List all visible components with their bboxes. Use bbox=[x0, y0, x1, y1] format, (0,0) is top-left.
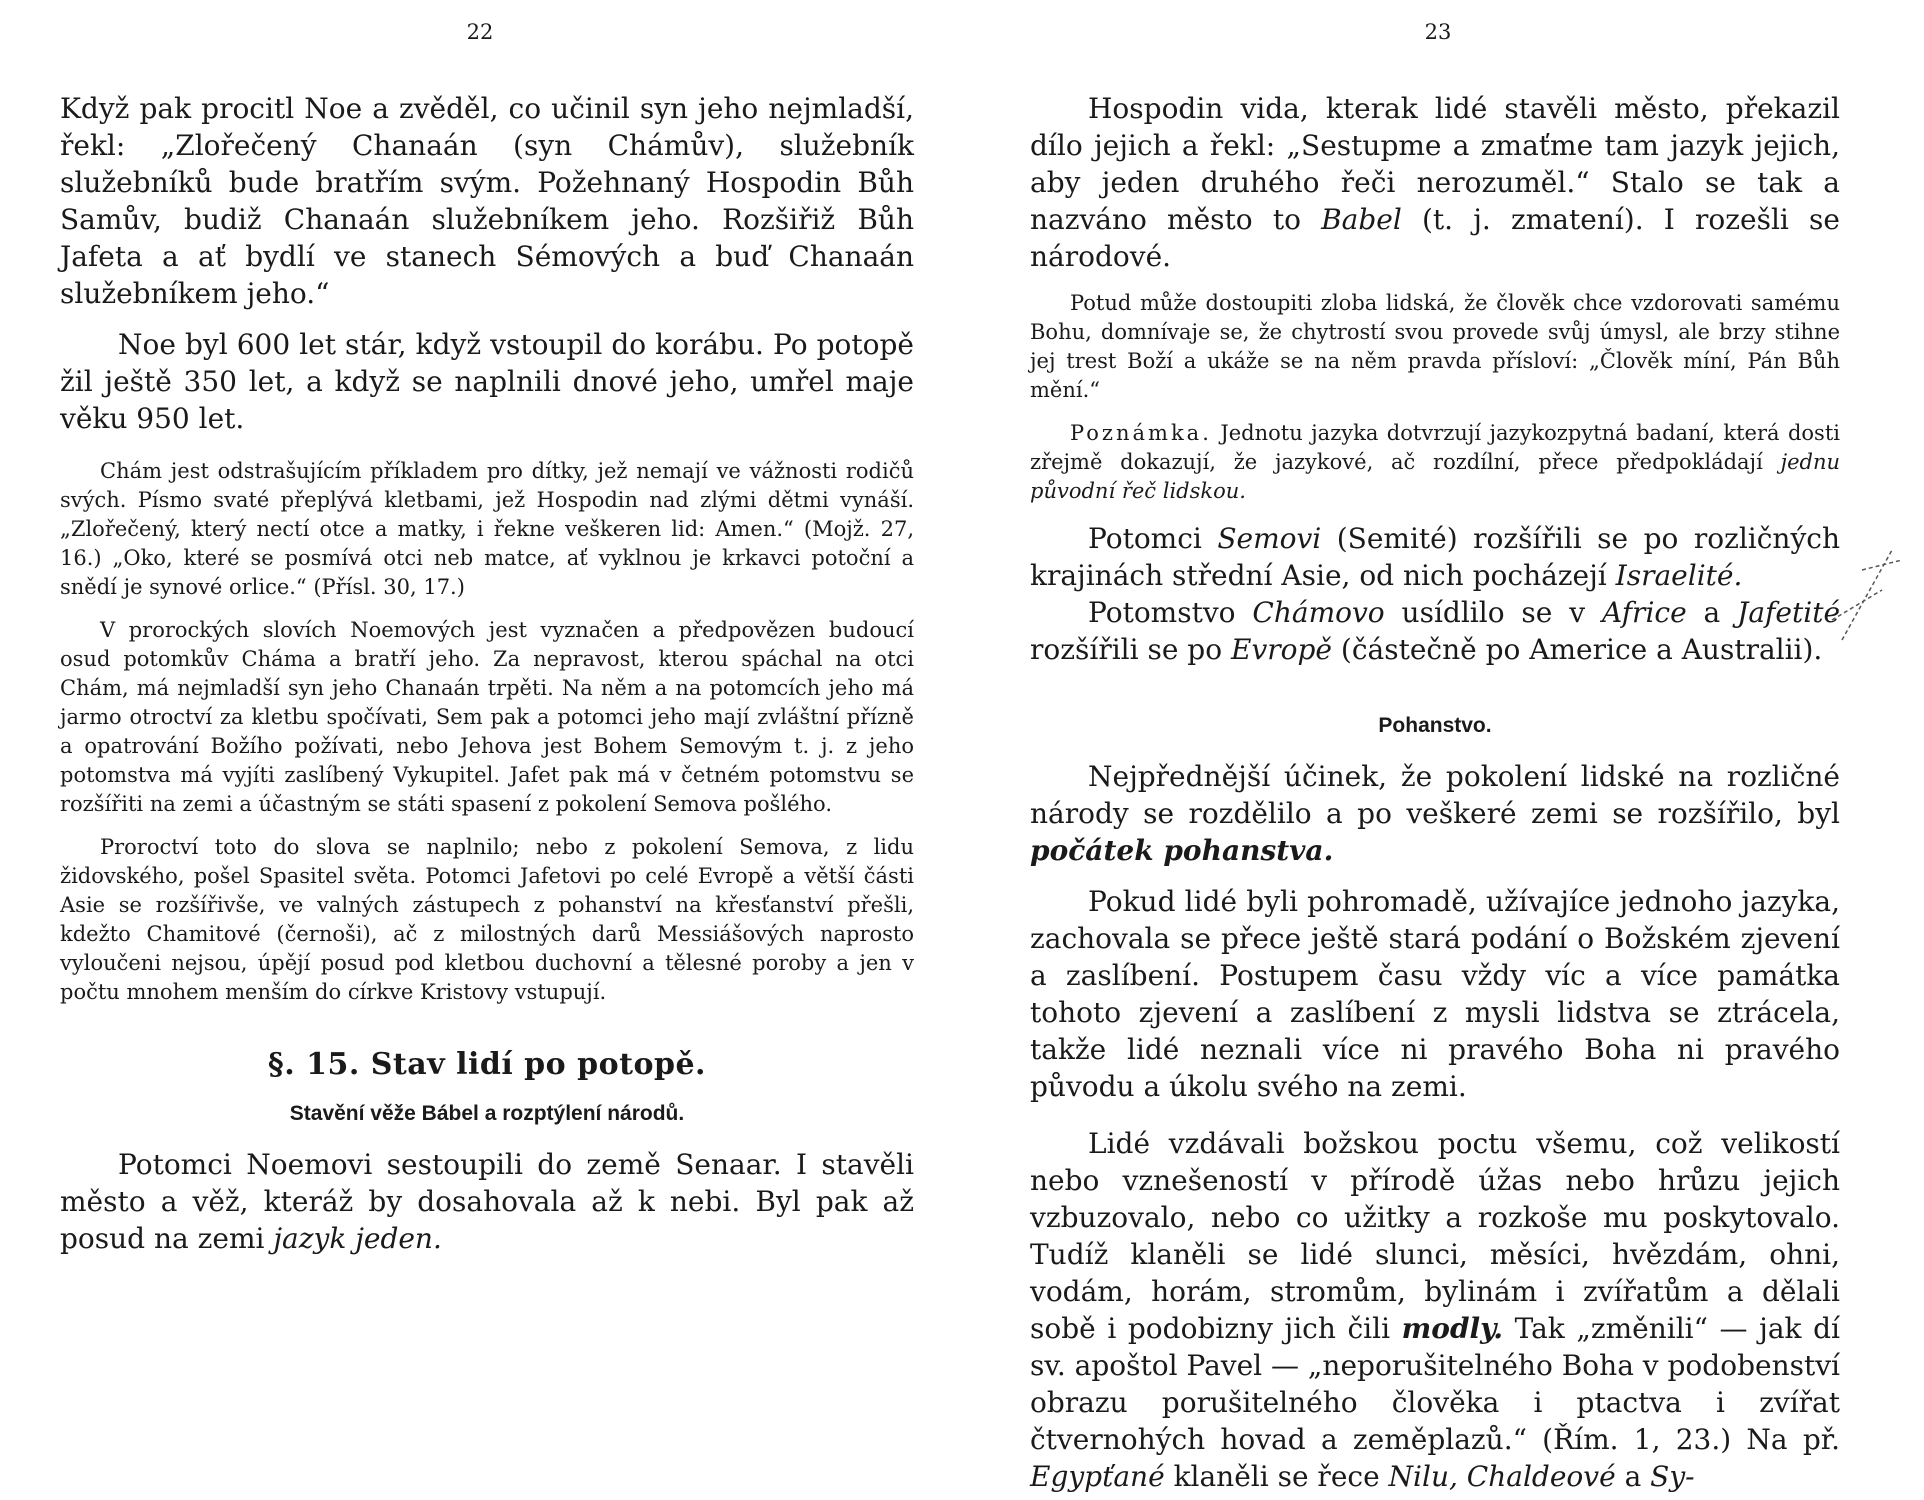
paragraph bbox=[1030, 758, 1840, 869]
paragraph: Pokud lidé byli pohromadě, užívajíce jednoho jazyka, zachovala se přece ještě stará podání o Božském zjevení a zaslíbení. Postupem času vždy víc a více památka tohoto zjevení a zaslíbení z mysli lidstva se ztrácela, takže lidé neznali více ni pravého Boha ni pravého původu a úkolu svého na zemi. bbox=[1030, 885, 1840, 1103]
italic-text: jednu původní řeč lidskou. bbox=[1030, 450, 1840, 503]
right-text-column bbox=[1030, 90, 1840, 1495]
section-title: Stav lidí po potopě. bbox=[370, 1047, 706, 1082]
subheading: Pohanstvo. bbox=[1378, 714, 1492, 737]
italic-text: Semovi bbox=[1217, 522, 1322, 555]
italic-text: jazyk jeden. bbox=[273, 1222, 442, 1255]
italic-text: Sy- bbox=[1650, 1460, 1695, 1493]
italic-text: Nilu, bbox=[1388, 1460, 1458, 1493]
text-run: (t. j. zmatení). I rozešli se národové. bbox=[1030, 203, 1840, 273]
small-paragraph: Proroctví toto do slova se naplnilo; nebo z pokolení Semova, z lidu židovského, pošel Spasitel světa. Potomci Jafetovi po celé Evropě a větší části Asie se rozšířivše, ve valných zástupech z pohanství na křesťanství přešli, kdežto Chamitové (černoši), ač z milostných darů Messiášových naprosto vyloučeni nejsou, úpějí posud pod kletbou duchovní a tělesné poroby a jen v počtu mnohem menším do církve Kristovy vstupují. bbox=[60, 835, 914, 1004]
paragraph bbox=[1030, 520, 1840, 594]
text-run: usídlilo se v bbox=[1401, 596, 1586, 629]
page-number: 23 bbox=[1424, 20, 1452, 44]
text-run: (částečně po Americe a Australii). bbox=[1340, 633, 1823, 666]
text-run: Potomci Noemovi sestoupili do země Senaar. I stavěli město a věž, kteráž by dosahovala až k nebi. Byl pak až posud na zemi bbox=[60, 1148, 914, 1255]
italic-text: Babel bbox=[1321, 203, 1402, 236]
paragraph bbox=[1030, 90, 1840, 275]
small-paragraph: Potud může dostoupiti zloba lidská, že člověk chce vzdorovati samému Bohu, domnívaje se, že chytrostí svou provede svůj úmysl, ale brzy stihne jej trest Boží a ukáže se na něm pravda přísloví: „Člověk míní, Pán Bůh mění.“ bbox=[1030, 291, 1840, 402]
text-run: a bbox=[1624, 1460, 1642, 1493]
small-paragraph bbox=[1030, 419, 1840, 506]
page-number: 22 bbox=[466, 20, 494, 44]
paragraph: Když pak procitl Noe a zvěděl, co učinil syn jeho nejmladší, řekl: „Zlořečený Chanaán (syn Chámův), služebník služebníků bude bratřím svým. Požehnaný Hospodin Bůh Samův, budiž Chanaán služebníkem jeho. Rozšiřiž Bůh Jafeta a ať bydlí ve stanech Sémových a buď Chanaán služebníkem jeho.“ bbox=[60, 92, 914, 310]
left-text-column bbox=[60, 90, 914, 1257]
text-run: Potomci bbox=[1088, 522, 1202, 555]
italic-text: Evropě bbox=[1231, 633, 1332, 666]
section-mark: §. 15. bbox=[268, 1047, 360, 1082]
text-run: rozšířili se po bbox=[1030, 633, 1223, 666]
italic-text: Israelité. bbox=[1615, 559, 1743, 592]
italic-text: Africe bbox=[1601, 596, 1687, 629]
paragraph bbox=[1030, 1125, 1840, 1495]
text-run: (Semité) rozšířili se po rozličných krajinách střední Asie, od nich pocházejí bbox=[1030, 522, 1840, 592]
text-run: Jednotu jazyka dotvrzují jazykozpytná badaní, která dosti zřejmě dokazují, že jazykové, ač rozdílní, přece předpokládají bbox=[1030, 421, 1840, 474]
italic-text: Egypťané bbox=[1030, 1460, 1165, 1493]
text-run: klaněli se řece bbox=[1173, 1460, 1380, 1493]
text-run: a bbox=[1703, 596, 1721, 629]
paragraph: Noe byl 600 let stár, když vstoupil do korábu. Po potopě žil ještě 350 let, a když se naplnili dnové jeho, umřel maje věku 950 let. bbox=[60, 328, 914, 435]
paragraph bbox=[60, 1146, 914, 1257]
subheading: Stavění věže Bábel a rozptýlení národů. bbox=[289, 1102, 685, 1125]
pencil-scribble-icon bbox=[1822, 530, 1912, 650]
text-run: Potomstvo bbox=[1088, 596, 1236, 629]
right-page bbox=[962, 0, 1924, 1500]
italic-text: Chaldeové bbox=[1466, 1460, 1616, 1493]
small-paragraph: Chám jest odstrašujícím příkladem pro dítky, jež nemají ve vážnosti rodičů svých. Písmo svaté přeplývá kletbami, jež Hospodin nad zlými dětmi vynáší. „Zlořečený, který nectí otce a matky, i řekne veškeren lid: Amen.“ (Mojž. 27, 16.) „Oko, které se posmívá otci neb matce, ať vyklnou je krkavci potoční a snědí je synové orlice.“ (Přísl. 30, 17.) bbox=[60, 459, 914, 599]
bold-italic-text: modly. bbox=[1401, 1312, 1503, 1345]
italic-text: Chámovo bbox=[1252, 596, 1385, 629]
italic-text: Jafetité bbox=[1737, 596, 1841, 629]
note-label: Poznámka. bbox=[1070, 421, 1212, 445]
small-paragraph: V prorockých slovích Noemových jest vyznačen a předpovězen budoucí osud potomkův Cháma a bratří jeho. Za nepravost, kterou spáchal na otci Chám, má nejmladší syn jeho Chanaán trpěti. Na něm a na potomcích jeho má jarmo otroctví za kletbu spočívati, Sem pak a potomci jeho mají zvláštní přízně a opatrování Božího požívati, nebo Jehova jest Bohem Semovým t. j. z jeho potomstva má vyjíti zaslíbený Vykupitel. Jafet pak má v četném potomstvu se rozšířiti na zemi a účastným se státi spasení z pokolení Semova pošlého. bbox=[60, 618, 914, 816]
text-run: Nejpřednější účinek, že pokolení lidské na rozličné národy se rozdělilo a po veškeré zemi se rozšířilo, byl bbox=[1030, 760, 1840, 830]
paragraph bbox=[1030, 594, 1840, 668]
bold-italic-text: počátek pohanstva. bbox=[1030, 834, 1334, 867]
text-run: Tak „změnili“ — jak dí sv. apoštol Pavel — „neporušitelného Boha v podobenství obrazu porušitelného člověka i ptactva i zvířat čtvernohých hovad a zeměplazů.“ (Řím. 1, 23.) Na př. bbox=[1030, 1312, 1840, 1456]
section-heading bbox=[60, 1047, 914, 1082]
text-run: Hospodin vida, kterak lidé stavěli město, překazil dílo jejich a řekl: „Sestupme a zmaťme tam jazyk jejich, aby jeden druhého řeči nerozuměl.“ Stalo se tak a nazváno město to bbox=[1030, 92, 1840, 236]
text-run: Lidé vzdávali božskou poctu všemu, což velikostí nebo vznešeností v přírodě úžas nebo hrůzu jejich vzbuzovalo, nebo co užitky a rozkoše mu poskytovalo. Tudíž klaněli se lidé slunci, měsíci, hvězdám, ohni, vodám, horám, stromům, bylinám i zvířatům a dělali sobě i podobizny jich čili bbox=[1030, 1127, 1840, 1345]
